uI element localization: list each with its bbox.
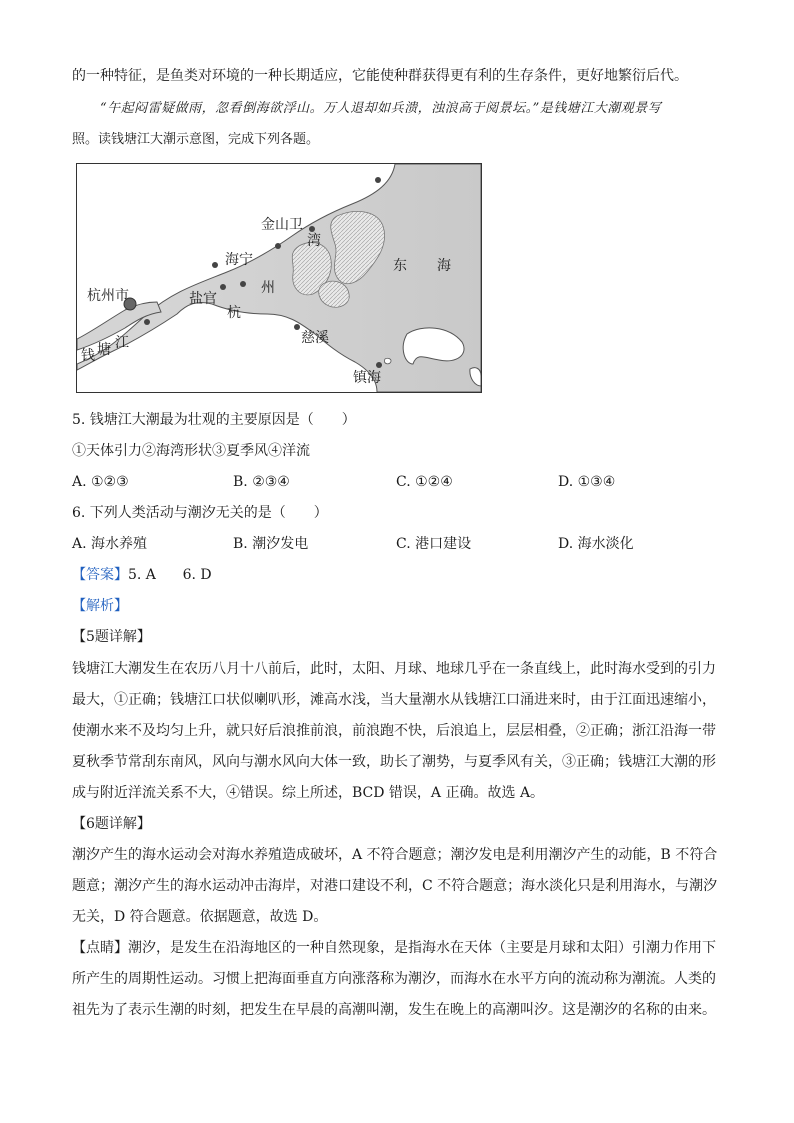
q6-stem: 6. 下列人类活动与潮汐无关的是（ ） (72, 505, 328, 521)
dot-west-jinshan (275, 243, 281, 249)
detail5-tag: 【5题详解】 (72, 629, 151, 645)
intro-line: 的一种特征，是鱼类对环境的一种长期适应，它能使种群获得更有利的生存条件，更好地繁衍后代。 (72, 68, 688, 84)
detail5-line-1: 钱塘江大潮发生在农历八月十八前后，此时，太阳、月球、地球几乎在一条直线上，此时海水受到的引力 (72, 661, 716, 677)
note-line-3: 祖先为了表示生潮的时刻，把发生在早晨的高潮叫潮，发生在晚上的高潮叫汐。这是潮汐的名称的由来。 (72, 1002, 716, 1018)
island-dot (384, 358, 391, 363)
detail5-line-3: 使潮水来不及均匀上升，就只好后浪推前浪，前浪跑不快，后浪追上，层层相叠，②正确；浙江沿海一带 (72, 723, 716, 739)
q5-option-d[interactable]: D. ①③④ (558, 474, 616, 490)
answer-text: 5. A 6. D (128, 567, 212, 583)
q5-option-b[interactable]: B. ②③④ (233, 474, 290, 490)
q6-option-b[interactable]: B. 潮汐发电 (233, 536, 309, 552)
label-dong: 东 (393, 258, 407, 274)
note-text-1: 潮汐，是发生在沿海地区的一种自然现象，是指海水在天体（主要是月球和太阳）引潮力作用下 (128, 940, 716, 956)
sea-area (77, 164, 481, 392)
qiantang-tide-map (76, 163, 482, 393)
q5-option-a[interactable]: A. ①②③ (72, 474, 129, 490)
dot-cixi (294, 324, 300, 330)
detail6-line-3: 无关，D 符合题意。依据题意，故选 D。 (72, 909, 328, 925)
label-haining: 海宁 (225, 252, 253, 268)
detail6-tag: 【6题详解】 (72, 816, 151, 832)
poem-line-2: 照。读钱塘江大潮示意图，完成下列各题。 (72, 131, 320, 146)
q5-stem: 5. 钱塘江大潮最为壮观的主要原因是（ ） (72, 412, 356, 428)
dot-zhenhai (376, 362, 382, 368)
detail5-line-4: 夏秋季节常刮东南风，风向与潮水风向大体一致，助长了潮势，与夏季风有关，③正确；钱塘江大潮的形 (72, 754, 716, 770)
dot-south-hangzhou (144, 319, 150, 325)
dot-haining (212, 262, 218, 268)
note-line-2: 所产生的周期性运动。习惯上把海面垂直方向涨落称为潮汐，而海水在水平方向的流动称为潮流。人类的 (72, 971, 716, 987)
label-cixi: 慈溪 (301, 330, 329, 346)
label-yanguan: 盐官 (189, 291, 217, 307)
label-jiang: 江 (115, 335, 129, 351)
answer-line (72, 565, 212, 585)
q5-option-c[interactable]: C. ①②④ (396, 474, 453, 490)
dot-yanguan (220, 284, 226, 290)
detail5-line-2: 最大，①正确；钱塘江口状似喇叭形，滩高水浅，当大量潮水从钱塘江口涌进来时，由于江面迅速缩小， (72, 692, 716, 708)
dot-yanguan-2 (240, 281, 246, 287)
q6-option-d[interactable]: D. 海水淡化 (558, 536, 634, 552)
analysis-tag: 【解析】 (72, 598, 128, 614)
label-zhenhai: 镇海 (353, 370, 381, 386)
label-hang: 杭 (227, 305, 241, 321)
note-line-1 (72, 938, 716, 958)
q6-option-a[interactable]: A. 海水养殖 (72, 536, 148, 552)
label-jinshanwei: 金山卫 (261, 217, 303, 233)
label-hai: 海 (437, 258, 451, 274)
label-wan: 湾 (307, 233, 321, 249)
q5-factors: ①天体引力②海湾形状③夏季风④洋流 (72, 443, 310, 459)
label-zhou: 州 (261, 280, 275, 296)
map-svg (77, 164, 481, 392)
poem-line-1: “午起闷雷疑做雨，忽看倒海欲浮山。万人退却如兵溃，浊浪高于阅景坛。”是钱塘江大潮观景写 (100, 101, 662, 116)
label-hangzhou-city: 杭州市 (87, 288, 129, 304)
dot-jinshanwei (309, 226, 315, 232)
note-tag: 【点睛】 (72, 940, 128, 956)
answer-tag: 【答案】 (72, 567, 128, 583)
dot-north (375, 177, 381, 183)
label-qian: 钱 (81, 348, 95, 364)
detail6-line-1: 潮汐产生的海水运动会对海水养殖造成破坏，A 不符合题意；潮汐发电是利用潮汐产生的动能，B 不符合 (72, 847, 718, 863)
detail5-line-5: 成与附近洋流关系不大，④错误。综上所述，BCD 错误，A 正确。故选 A。 (72, 785, 545, 801)
detail6-line-2: 题意；潮汐产生的海水运动冲击海岸，对港口建设不利，C 不符合题意；海水淡化只是利用海水，与潮汐 (72, 878, 718, 894)
label-tang: 塘 (97, 342, 111, 358)
q6-option-c[interactable]: C. 港口建设 (396, 536, 472, 552)
